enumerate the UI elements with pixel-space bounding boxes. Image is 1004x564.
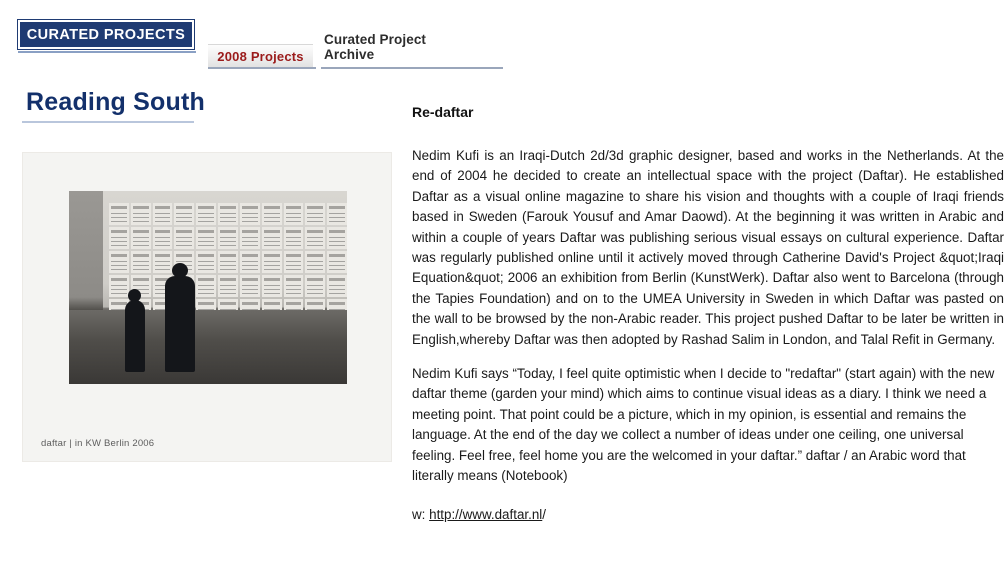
pasted-page (153, 227, 173, 249)
site-navigation (18, 20, 978, 64)
article-title: Re-daftar (412, 104, 474, 120)
pasted-page (218, 203, 238, 225)
pasted-page (240, 275, 260, 297)
visitor-silhouette (165, 276, 195, 372)
pasted-page (109, 227, 129, 249)
pasted-page (284, 251, 304, 273)
page-title-rule (22, 121, 194, 123)
brand-tab-curated-projects[interactable] (18, 20, 194, 49)
tab-2008-projects[interactable] (208, 44, 313, 67)
pasted-page (153, 203, 173, 225)
pasted-page (284, 227, 304, 249)
visitor-silhouette (125, 300, 145, 372)
exhibition-photo (69, 191, 347, 384)
pasted-page (196, 275, 216, 297)
website-link[interactable]: http://www.daftar.nl (429, 506, 543, 522)
pasted-page (153, 251, 173, 273)
tab-archive-underline (321, 67, 503, 69)
pasted-page (262, 203, 282, 225)
project-figure (22, 152, 392, 462)
pasted-page (131, 227, 151, 249)
website-prefix: w: (412, 506, 430, 522)
pasted-page (218, 251, 238, 273)
pasted-page (327, 227, 347, 249)
pasted-page (305, 251, 325, 273)
pasted-pages-grid (109, 203, 347, 321)
pasted-page (240, 203, 260, 225)
article-paragraph-2: Nedim Kufi says “Today, I feel quite optimistic when I decide to "redaftar" (start again) with the new daftar theme (garden your mind) which aims to continue visual ideas as a diary. I think we need a meeting point. That point could be a picture, which in my opinion, is essential and remains the language. At the end of the day we collect a number of ideas under one ceiling, one universal feeling. Feel free, feel home you are the welcomed in your daftar.” daftar / an Arabic word that literally means (Notebook) (412, 366, 995, 484)
pasted-page (327, 203, 347, 225)
website-line (412, 507, 1004, 522)
pasted-page (305, 275, 325, 297)
pasted-page (284, 275, 304, 297)
tab-curated-project-archive[interactable] (324, 32, 444, 62)
pasted-page (262, 275, 282, 297)
website-suffix: / (542, 506, 546, 522)
pasted-page (131, 203, 151, 225)
pasted-page (218, 227, 238, 249)
pasted-page (196, 203, 216, 225)
pasted-page (305, 203, 325, 225)
pasted-page (174, 227, 194, 249)
pasted-page (327, 275, 347, 297)
pasted-page (174, 203, 194, 225)
article-paragraph-1: Nedim Kufi is an Iraqi-Dutch 2d/3d graphic designer, based and works in the Netherlands. At the end of 2004 he decided to create an intellectual space with the project (Daftar). He established Daftar as a visual online magazine to share his vision and thoughts with a couple of Iraqi friends based in Sweden (Farouk Yousuf and Amar Daowd). At the beginning it was written in Arabic and within a couple of years Daftar was publishing serious visual essays on cultural experience. Daftar was regularly published online until it actively moved through Catherine David's Project &quot;Iraqi Equation&quot; 2006 an exhibition from Berlin (KunstWerk). Daftar also went to Barcelona (through the Tapies Foundation) and on to the UMEA University in Sweden in which Daftar was pasted on the wall to be browsed by the non-Arabic reader. This project pushed Daftar to be later be written in English,whereby Daftar was then adopted by Rashad Salim in London, and Talal Refit in Germany. (412, 148, 1004, 347)
pasted-page (196, 227, 216, 249)
pasted-page (240, 251, 260, 273)
pasted-page (109, 275, 129, 297)
pasted-page (262, 227, 282, 249)
pasted-page (240, 227, 260, 249)
figure-caption: daftar | in KW Berlin 2006 (41, 438, 155, 449)
tab-archive-label: Curated Project Archive (324, 32, 427, 62)
article-body (412, 104, 1004, 522)
pasted-page (327, 251, 347, 273)
pasted-page (218, 275, 238, 297)
pasted-page (305, 227, 325, 249)
brand-tab-label: CURATED PROJECTS (26, 26, 186, 43)
pasted-page (131, 251, 151, 273)
tab-2008-underline (208, 67, 316, 69)
pasted-page (262, 251, 282, 273)
pasted-page (109, 203, 129, 225)
pasted-page (196, 251, 216, 273)
tab-2008-projects-label: 2008 Projects (217, 48, 304, 64)
page-title: Reading South (26, 88, 205, 116)
pasted-page (284, 203, 304, 225)
gallery-floor (69, 310, 347, 384)
brand-underline (18, 51, 196, 53)
pasted-page (109, 251, 129, 273)
